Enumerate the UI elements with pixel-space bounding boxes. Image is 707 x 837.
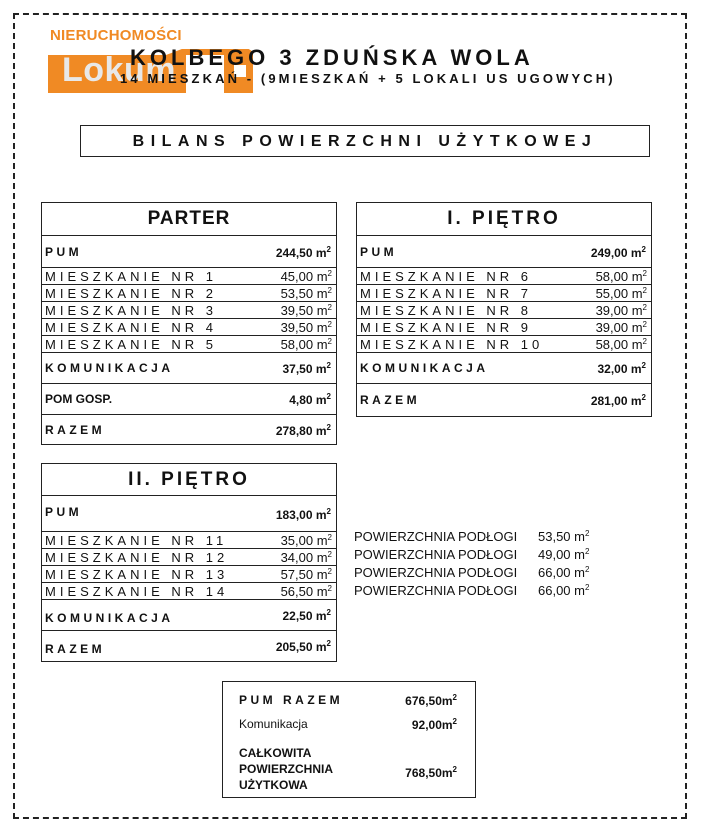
komunikacja-row: KOMUNIKACJA 22,50 $m^2$	[42, 600, 336, 631]
logo-brand: Lokum	[62, 51, 176, 89]
table-row: MIESZKANIE NR 11 35,00 $m^2$	[42, 532, 336, 549]
table-row: MIESZKANIE NR 1 45,00 $m^2$	[42, 268, 336, 285]
table-row: MIESZKANIE NR 2 53,50 $m^2$	[42, 285, 336, 302]
pum-row	[42, 236, 336, 268]
komunikacja-value: $92,00m^2$	[411, 717, 457, 732]
komunikacja-label: Komunikacja	[239, 717, 308, 731]
section-banner: BILANS POWIERZCHNI UŻYTKOWEJ	[80, 125, 650, 157]
table-floor-1	[356, 202, 652, 417]
total-value: $768,50m^2$	[405, 765, 457, 780]
list-item: POWIERZCHNIA PODŁOGI 53,50 $m^2$	[354, 529, 590, 544]
table-row: MIESZKANIE NR 12 34,00 $m^2$	[42, 549, 336, 566]
page-subtitle: 14 MIESZKAŃ - (9MIESZKAŃ + 5 LOKALI US UGOWYCH)	[120, 71, 616, 86]
table-row: MIESZKANIE NR 7 55,00 $m^2$	[357, 285, 651, 302]
pum-row: PUM 249,00 $m^2$	[357, 236, 651, 268]
pum-razem-label: PUM RAZEM	[239, 693, 344, 707]
table-row: MIESZKANIE NR 4 39,50 $m^2$	[42, 319, 336, 336]
table-title: PARTER	[42, 203, 336, 236]
table-row: MIESZKANIE NR 8 39,00 $m^2$	[357, 302, 651, 319]
pom-gosp-row: POM GOSP. 4,80 $m^2$	[42, 384, 336, 415]
table-floor-2	[41, 463, 337, 662]
razem-row: RAZEM 205,50 $m^2$	[42, 631, 336, 662]
total-label-line-1: CAŁKOWITA	[239, 746, 312, 760]
komunikacja-row: KOMUNIKACJA 37,50 $m^2$	[42, 353, 336, 384]
table-row: MIESZKANIE NR 5 58,00 $m^2$	[42, 336, 336, 353]
total-label-line-3: UŻYTKOWA	[239, 778, 308, 792]
page-title: KOLBEGO 3 ZDUŃSKA WOLA	[130, 45, 534, 70]
table-row: MIESZKANIE NR 9 39,00 $m^2$	[357, 319, 651, 336]
razem-row: RAZEM 281,00 $m^2$	[357, 384, 651, 417]
summary-box	[222, 681, 476, 798]
table-row: MIESZKANIE NR 14 56,50 $m^2$	[42, 583, 336, 600]
table-parter	[41, 202, 337, 445]
total-label-line-2: POWIERZCHNIA	[239, 762, 333, 776]
list-item: POWIERZCHNIA PODŁOGI 66,00 $m^2$	[354, 583, 590, 598]
table-title: II. PIĘTRO	[42, 464, 336, 496]
razem-row: RAZEM 278,80 $m^2$	[42, 415, 336, 445]
table-row: MIESZKANIE NR 6 58,00 $m^2$	[357, 268, 651, 285]
table-title: I. PIĘTRO	[357, 203, 651, 236]
list-item: POWIERZCHNIA PODŁOGI 49,00 $m^2$	[354, 547, 590, 562]
floor-area-list	[354, 529, 614, 601]
table-row: MIESZKANIE NR 10 58,00 $m^2$	[357, 336, 651, 353]
pum-row: PUM 183,00 $m^2$	[42, 496, 336, 532]
pum-label: PUM	[45, 245, 83, 259]
list-item: POWIERZCHNIA PODŁOGI 66,00 $m^2$	[354, 565, 590, 580]
pum-value: 244,50 $m^2$	[275, 245, 331, 260]
logo-top-text: NIERUCHOMOŚCI	[50, 27, 182, 44]
komunikacja-row: KOMUNIKACJA 32,00 $m^2$	[357, 353, 651, 384]
table-row: MIESZKANIE NR 3 39,50 $m^2$	[42, 302, 336, 319]
pum-razem-value: $676,50m^2$	[405, 693, 457, 708]
table-row: MIESZKANIE NR 13 57,50 $m^2$	[42, 566, 336, 583]
